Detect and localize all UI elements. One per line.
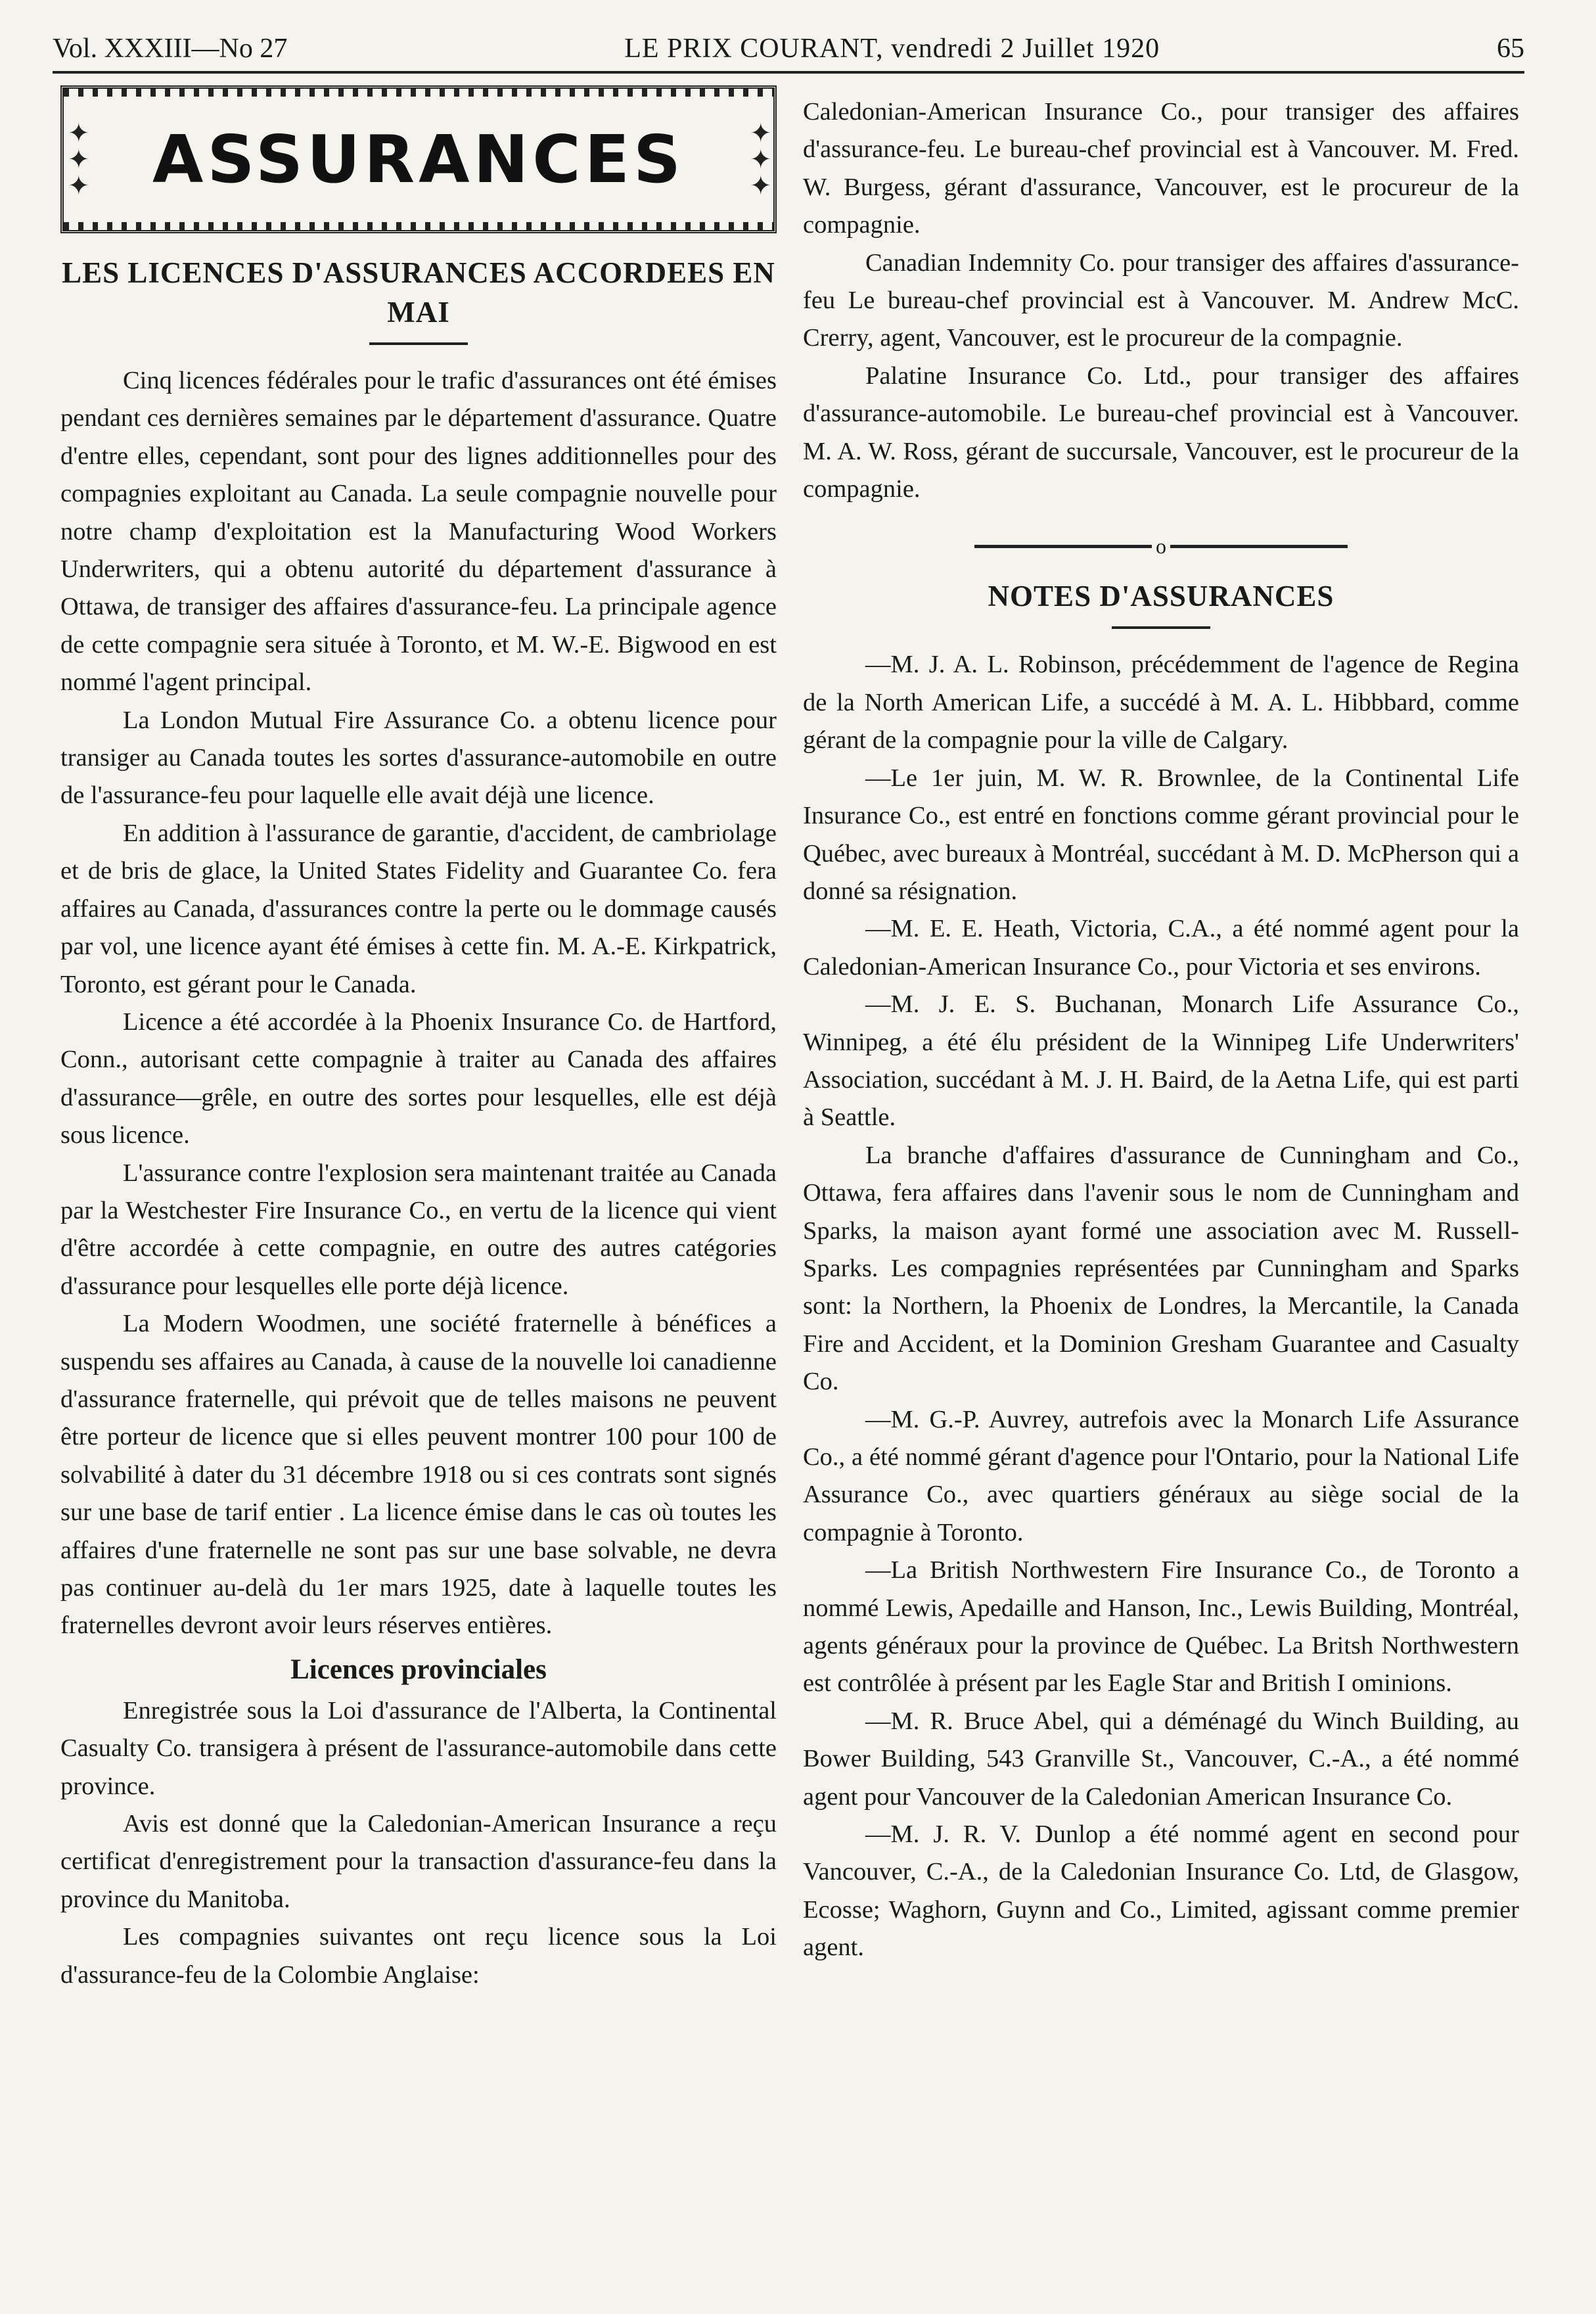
paragraph: L'assurance contre l'explosion sera maintenant traitée au Canada par la Westchester Fire Insurance Co., en vertu de la licence qui vient d'être accordée à cette compagnie, en outre des autres catégories d'assurance pour lesquelles elle porte déjà licence. — [60, 1159, 777, 1300]
subheading-provincial-licences: Licences provinciales — [290, 1654, 547, 1685]
divider-ornament: o — [1156, 534, 1166, 559]
title-rule — [1112, 626, 1210, 629]
volume-number: Vol. XXXIII—No 27 — [53, 34, 288, 64]
banner-title: ASSURANCES — [152, 120, 685, 198]
paragraph: —M. E. E. Heath, Victoria, C.A., a été nommé agent pour la Caledonian-American Insurance Co., pour Victoria et ses environs. — [803, 915, 1519, 981]
article-title-notes: NOTES D'ASSURANCES — [988, 580, 1334, 613]
publication-title: LE PRIX COURANT, vendredi 2 Juillet 1920 — [624, 34, 1160, 64]
title-rule — [369, 342, 468, 345]
article-title-licences: LES LICENCES D'ASSURANCES ACCORDEES EN MAI — [62, 256, 775, 329]
paragraph: —La British Northwestern Fire Insurance Co., de Toronto a nommé Lewis, Apedaille and Hanson, Inc., Lewis Building, Montréal, agents généraux pour la province de Québec. La Britsh Northwestern est contrôlée à présent par les Eagle Star and British I ominions. — [803, 1556, 1519, 1698]
banner-ornament-left: ✦ ✦ ✦ — [68, 118, 90, 200]
paragraph: La Modern Woodmen, une société fraternelle à bénéfices a suspendu ses affaires au Canada, à cause de la nouvelle loi canadienne d'assurance fraternelle, qui prévoit que de telles maisons ne peuvent être porteur de licence que si elles peuvent montrer 100 pour 100 de solvabilité à dater du 31 décembre 1918 ou si ces contrats sont signés sur une base de tarif entier . La licence émise dans le cas où toutes les affaires d'une fraternelle ne sont pas sur une base solvable, ne devra pas continuer au-delà du 1er mars 1925, date à laquelle toutes les fraternelles devront avoir leurs réserves entières. — [60, 1310, 777, 1640]
paragraph: —M. G.-P. Auvrey, autrefois avec la Monarch Life Assurance Co., a été nommé gérant d'agence pour l'Ontario, pour la National Life Assurance Co., avec quartiers généraux au siège social de la compagnie à Toronto. — [803, 1405, 1519, 1546]
paragraph: —Le 1er juin, M. W. R. Brownlee, de la Continental Life Insurance Co., est entré en fonctions comme gérant provincial pour le Québec, avec bureaux à Montréal, succédant à M. D. McPherson qui a donné sa résignation. — [803, 764, 1519, 905]
paragraph: —M. R. Bruce Abel, qui a déménagé du Winch Building, au Bower Building, 543 Granville St., Vancouver, C.-A., a été nommé agent pour Vancouver de la Caledonian American Insurance Co. — [803, 1707, 1519, 1811]
page-number: 65 — [1497, 34, 1524, 64]
paragraph: —M. J. A. L. Robinson, précédemment de l'agence de Regina de la North American Life, a succédé à M. A. L. Hibbbard, comme gérant de la compagnie pour la ville de Calgary. — [803, 651, 1519, 754]
paragraph: Canadian Indemnity Co. pour transiger des affaires d'assurance-feu Le bureau-chef provincial est à Vancouver. M. Andrew McC. Crerry, agent, Vancouver, est le procureur de la compagnie. — [803, 248, 1519, 352]
paragraph: Licence a été accordée à la Phoenix Insurance Co. de Hartford, Conn., autorisant cette compagnie à traiter au Canada des affaires d'assurance—grêle, en outre des sortes pour lesquelles, elle est déjà sous licence. — [60, 1007, 777, 1149]
banner-ornament-right: ✦ ✦ ✦ — [750, 118, 772, 200]
left-column — [60, 85, 777, 1994]
paragraph: La branche d'affaires d'assurance de Cunningham and Co., Ottawa, fera affaires dans l'avenir sous le nom de Cunningham and Sparks, la maison ayant formé une association avec M. Russell-Sparks. Les compagnies représentées par Cunningham and Sparks sont: la Northern, la Phoenix de Londres, la Mercantile, la Canada Fire and Accident, et la Dominion Gresham Guarantee and Casualty Co. — [803, 1141, 1519, 1396]
paragraph: Enregistrée sous la Loi d'assurance de l'Alberta, la Continental Casualty Co. transigera à présent de l'assurance-automobile dans cette province. — [60, 1696, 777, 1800]
divider-line — [974, 545, 1152, 548]
section-divider — [803, 536, 1519, 557]
page-header — [53, 26, 1524, 74]
paragraph: La London Mutual Fire Assurance Co. a obtenu licence pour transiger au Canada toutes les sortes d'assurance-automobile en outre de l'assurance-feu pour laquelle elle avait déjà une licence. — [60, 706, 777, 810]
paragraph: —M. J. R. V. Dunlop a été nommé agent en second pour Vancouver, C.-A., de la Caledonian Insurance Co. Ltd, de Glasgow, Ecosse; Waghorn, Guynn and Co., Limited, agissant comme premier agent. — [803, 1820, 1519, 1962]
paragraph: Avis est donné que la Caledonian-American Insurance a reçu certificat d'enregistrement pour la transaction d'assurance-feu dans la province du Manitoba. — [60, 1810, 777, 1913]
paragraph: Cinq licences fédérales pour le trafic d'assurances ont été émises pendant ces dernières semaines par le département d'assurance. Quatre d'entre elles, cependant, sont pour des lignes additionnelles pour des compagnies exploitant au Canada. La seule compagnie nouvelle pour notre champ d'exploitation est la Manufacturing Wood Workers Underwriters, qui a obtenu autorité du département d'assurance à Ottawa, de transiger des affaires d'assurance-feu. La principale agence de cette compagnie sera située à Toronto, et M. W.-E. Bigwood en est nommé l'agent principal. — [60, 367, 777, 697]
paragraph: Les compagnies suivantes ont reçu licence sous la Loi d'assurance-feu de la Colombie Anglaise: — [60, 1923, 777, 1989]
paragraph: En addition à l'assurance de garantie, d'accident, de cambriolage et de bris de glace, la United States Fidelity and Guarantee Co. fera affaires au Canada, d'assurances contre la perte ou le dommage causés par vol, une licence ayant été émises à cette fin. M. A.-E. Kirkpatrick, Toronto, est gérant pour le Canada. — [60, 819, 777, 998]
right-column — [803, 93, 1519, 1967]
section-banner — [60, 85, 777, 233]
paragraph: —M. J. E. S. Buchanan, Monarch Life Assurance Co., Winnipeg, a été élu président de la Winnipeg Life Underwriters' Association, succédant à M. J. H. Baird, de la Aetna Life, qui est parti à Seattle. — [803, 990, 1519, 1132]
paragraph-continuation: Caledonian-American Insurance Co., pour transiger des affaires d'assurance-feu. Le bureau-chef provincial est à Vancouver. M. Fred. W. Burgess, gérant d'assurance, Vancouver, est le procureur de la compagnie. — [803, 98, 1519, 239]
divider-line — [1170, 545, 1348, 548]
paragraph: Palatine Insurance Co. Ltd., pour transiger des affaires d'assurance-automobile. Le bureau-chef provincial est à Vancouver. M. A. W. Ross, gérant de succursale, Vancouver, est le procureur de la compagnie. — [803, 361, 1519, 503]
